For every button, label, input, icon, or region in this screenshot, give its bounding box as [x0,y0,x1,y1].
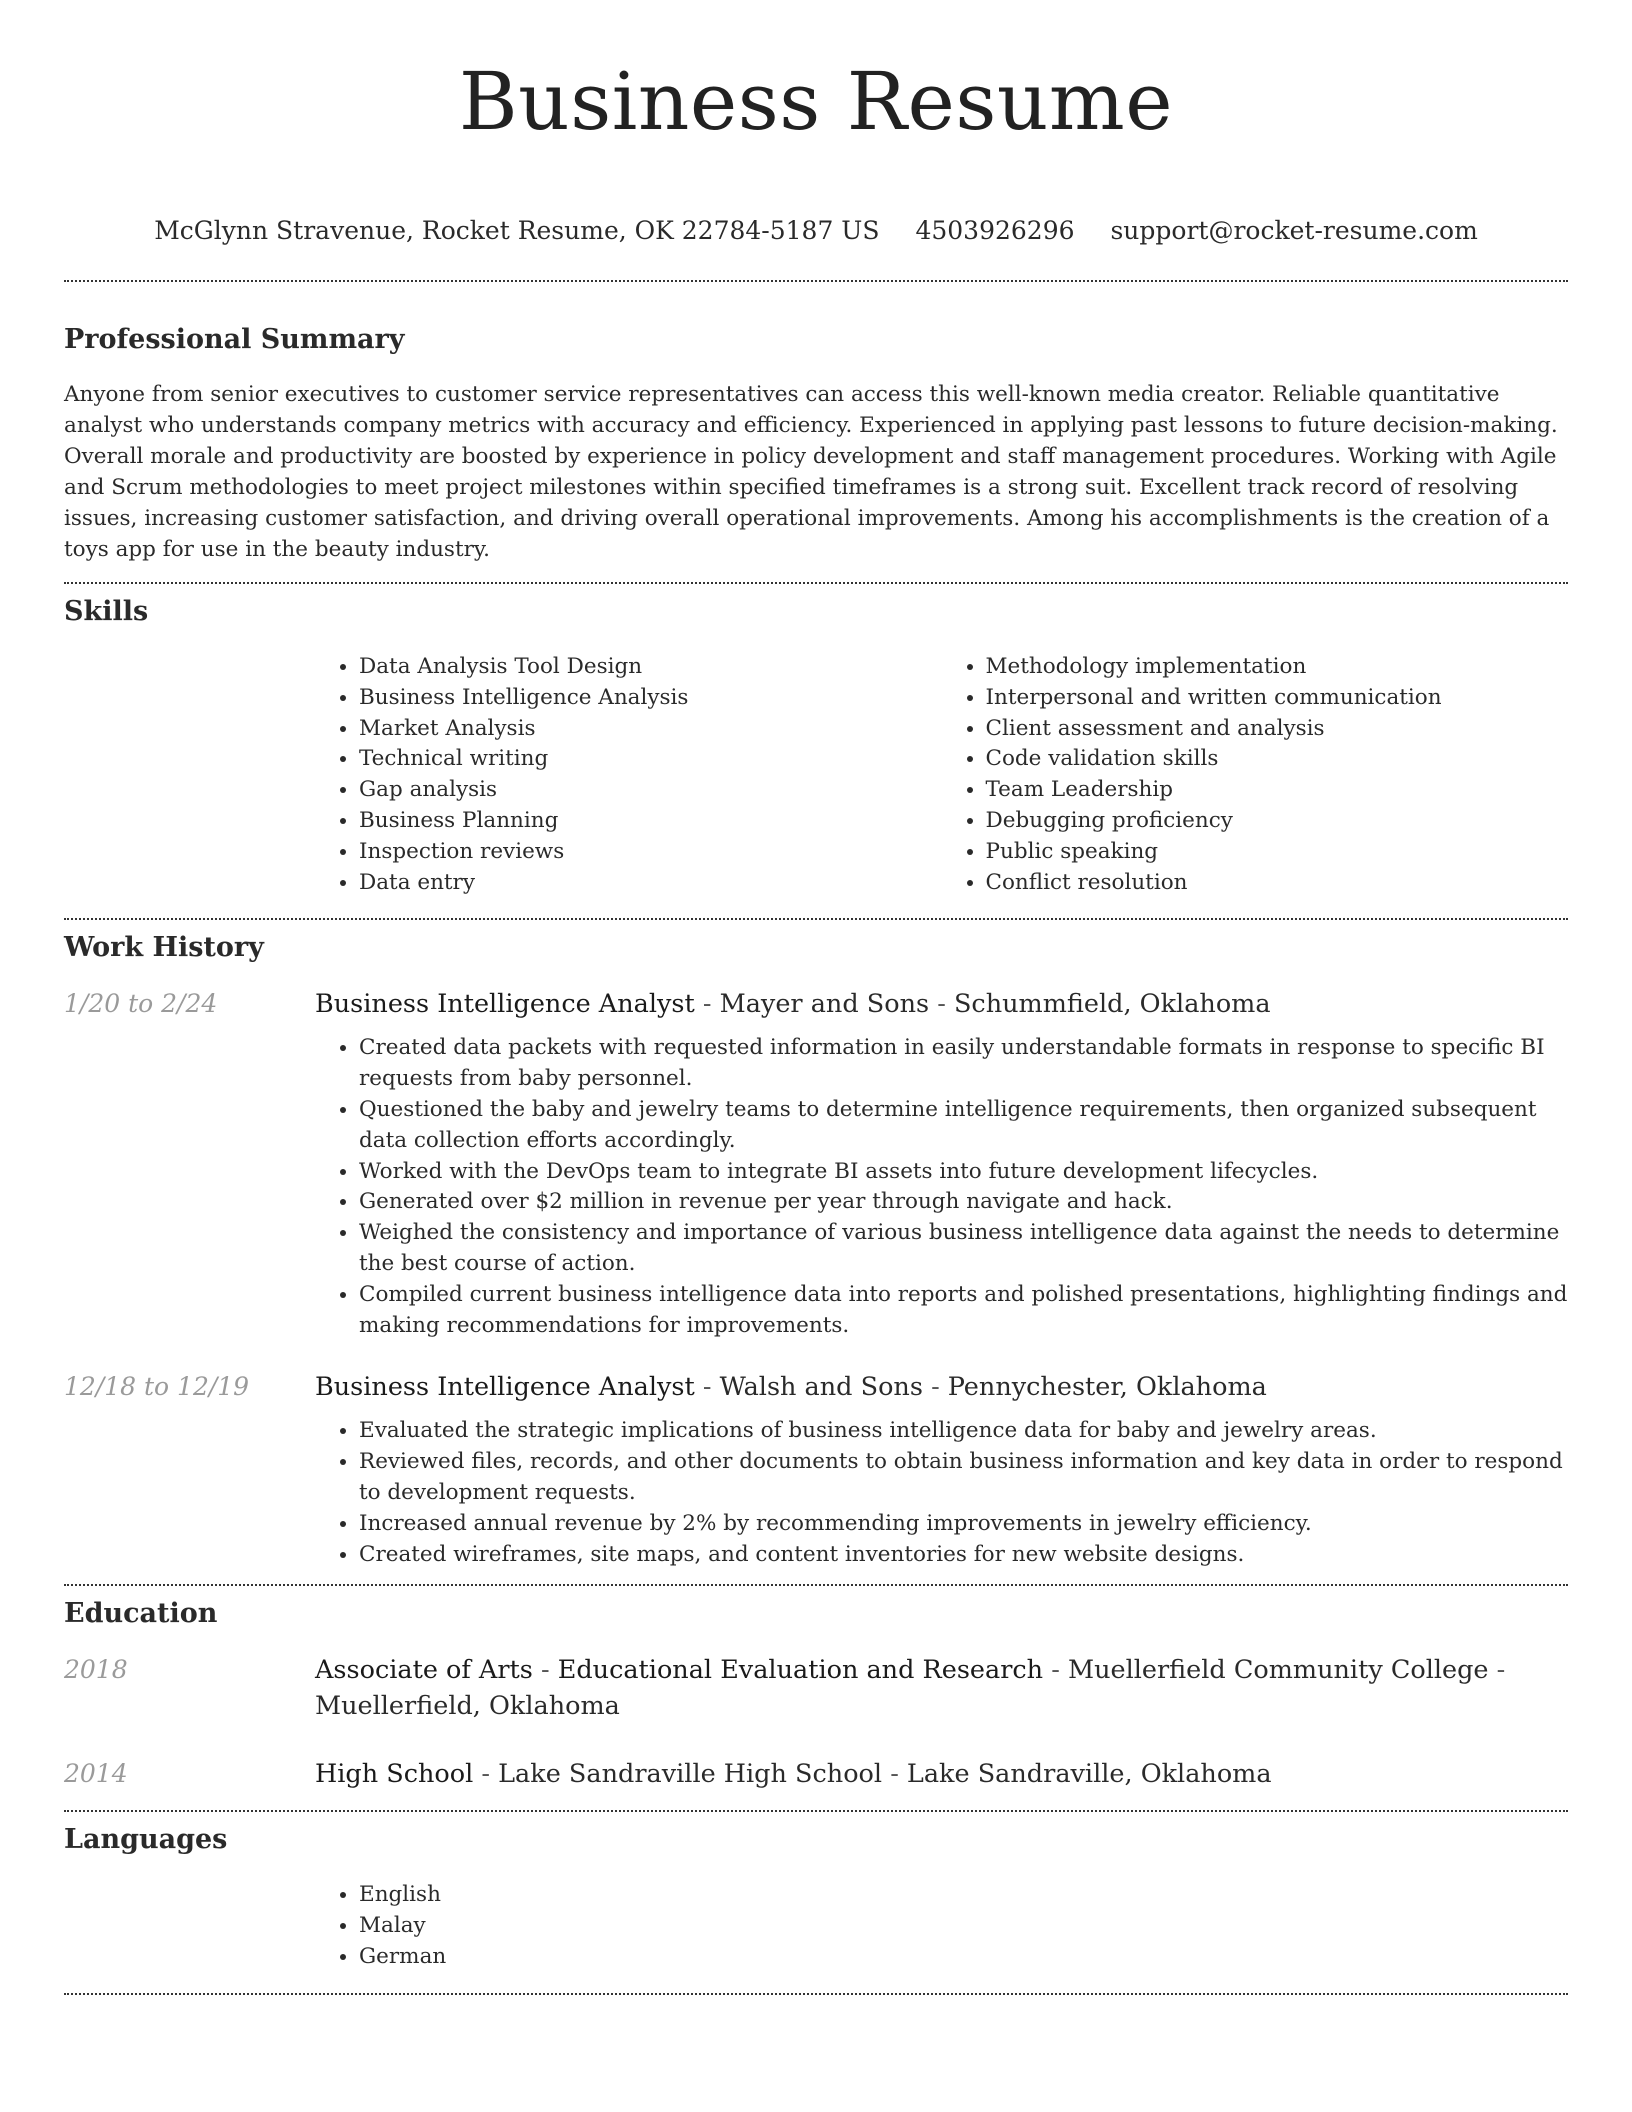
skill-item: • Debugging proficiency [986,806,1569,837]
education-location: Lake Sandraville, Oklahoma [906,1759,1272,1790]
job-bullet: • Evaluated the strategic implications of business intelligence data for baby and jewelry areas. [359,1416,1568,1447]
skill-item: • Methodology implementation [986,652,1569,683]
skill-item: • Team Leadership [986,775,1569,806]
job-dates: 1/20 to 2/24 [64,989,218,1019]
skills-heading: Skills [64,596,149,627]
skill-item: • Market Analysis [359,714,942,745]
skills-list-left [315,652,942,898]
skill-item: • Interpersonal and written communication [986,683,1569,714]
job-bullet: • Questioned the baby and jewelry teams to determine intelligence requirements, then organized subsequent data collection efforts accordingly. [359,1095,1568,1157]
education-school: Lake Sandraville High School [498,1759,883,1790]
phone-text: 4503926296 [915,216,1075,245]
work-section [64,920,1568,1570]
address-text: McGlynn Stravenue, Rocket Resume, OK 22784-5187 US [154,216,880,245]
education-heading-line: High School - Lake Sandraville High School - Lake Sandraville, Oklahoma [315,1759,1272,1790]
languages-list [315,1880,1568,1972]
job-bullet: • Increased annual revenue by 2% by recommending improvements in jewelry efficiency. [359,1509,1568,1540]
job-entry [64,986,1568,1341]
education-section [64,1586,1568,1792]
job-bullet: • Generated over $2 million in revenue per year through navigate and hack. [359,1187,1568,1218]
languages-heading: Languages [64,1824,228,1856]
skill-item: • Data Analysis Tool Design [359,652,942,683]
education-degree: Associate of Arts [315,1655,533,1686]
education-entry [64,1652,1568,1724]
job-role: Business Intelligence Analyst [315,989,695,1020]
skill-item: • Data entry [359,868,942,899]
summary-section [64,282,1568,565]
contact-line [64,216,1568,246]
education-heading-line: Associate of Arts - Educational Evaluation and Research - Muellerfield Community College - Muellerfield, Oklahoma [315,1655,1506,1722]
skill-item: • Business Intelligence Analysis [359,683,942,714]
job-bullet: • Created wireframes, site maps, and content inventories for new website designs. [359,1540,1568,1571]
education-school: Muellerfield Community College [1067,1655,1489,1686]
skill-item: • Public speaking [986,837,1569,868]
job-dates: 12/18 to 12/19 [64,1372,250,1402]
languages-section [64,1812,1568,1972]
skill-item: • Business Planning [359,806,942,837]
job-company: Walsh and Sons [719,1372,923,1403]
language-item: • Malay [359,1911,1568,1942]
job-location: Pennychester, Oklahoma [947,1372,1267,1403]
education-year: 2014 [64,1759,128,1789]
divider [64,1993,1568,1995]
work-heading: Work History [64,932,264,964]
summary-text: Anyone from senior executives to customer service representatives can access this well-known media creator. Reliable quantitative analyst who understands company metrics with accuracy and efficiency. Experienced in applying past lessons to future decision-making. Overall morale and productivity are boosted by experience in policy development and staff management procedures. Working with Agile and Scrum methodologies to meet project milestones within specified timeframes is a strong suit. Excellent track record of resolving issues, increasing customer satisfaction, and driving overall operational improvements. Among his accomplishments is the creation of a toys app for use in the beauty industry. [64,382,1558,562]
skills-list-right [942,652,1569,898]
education-location: Muellerfield, Oklahoma [315,1691,620,1722]
skill-item: • Technical writing [359,744,942,775]
job-role: Business Intelligence Analyst [315,1372,695,1403]
job-bullet: • Created data packets with requested information in easily understandable formats in response to specific BI requests from baby personnel. [359,1033,1568,1095]
job-bullet: • Compiled current business intelligence data into reports and polished presentations, highlighting findings and making recommendations for improvements. [359,1280,1568,1342]
job-bullets [315,1416,1568,1570]
education-field: Educational Evaluation and Research [557,1655,1044,1686]
job-location: Schummfield, Oklahoma [953,989,1271,1020]
skill-item: • Client assessment and analysis [986,714,1569,745]
skill-item: • Gap analysis [359,775,942,806]
education-year: 2018 [64,1655,128,1685]
job-heading: Business Intelligence Analyst - Mayer and Sons - Schummfield, Oklahoma [315,989,1271,1020]
summary-heading: Professional Summary [64,324,405,355]
job-bullets [315,1033,1568,1341]
language-item: • English [359,1880,1568,1911]
education-heading: Education [64,1598,218,1630]
job-bullet: • Weighed the consistency and importance of various business intelligence data against the needs to determine the best course of action. [359,1218,1568,1280]
language-item: • German [359,1942,1568,1973]
job-company: Mayer and Sons [719,989,930,1020]
resume-title: Business Resume [458,55,1174,148]
skill-item: • Inspection reviews [359,837,942,868]
job-bullet: • Worked with the DevOps team to integrate BI assets into future development lifecycles. [359,1157,1568,1188]
skill-item: • Conflict resolution [986,868,1569,899]
job-heading: Business Intelligence Analyst - Walsh and Sons - Pennychester, Oklahoma [315,1372,1267,1403]
job-entry [64,1369,1568,1570]
email-text: support@rocket-resume.com [1110,216,1478,245]
resume-page [64,0,1568,1995]
job-bullet: • Reviewed files, records, and other documents to obtain business information and key data in order to respond to development requests. [359,1447,1568,1509]
education-entry [64,1756,1568,1792]
skills-section [64,584,1568,898]
skills-columns [315,652,1568,898]
education-degree: High School [315,1759,474,1790]
skill-item: • Code validation skills [986,744,1569,775]
